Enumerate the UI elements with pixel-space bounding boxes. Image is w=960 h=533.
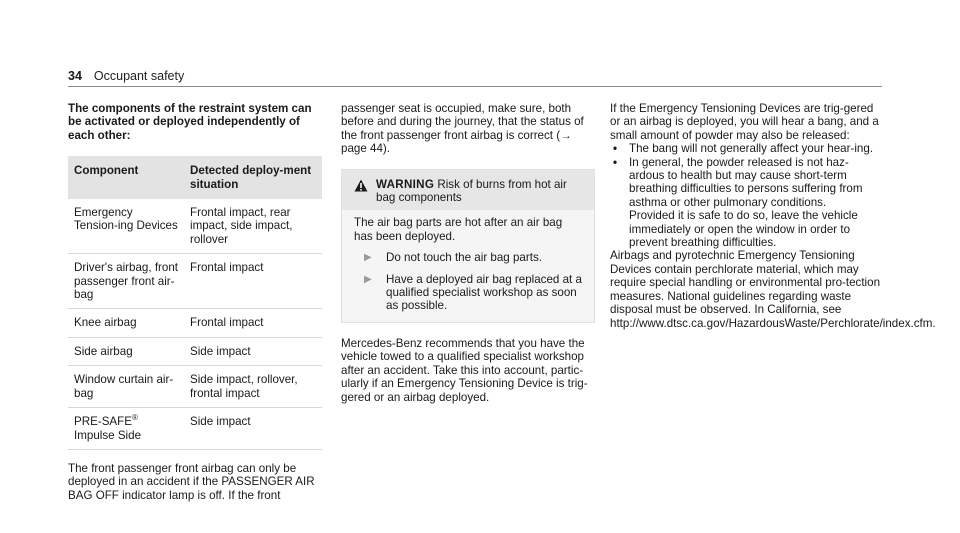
- provided-paragraph: Provided it is safe to do so, leave the vehicle immediately or open the window in order to prevent breathing difficulties.: [629, 209, 858, 250]
- table-cell-situation: Side impact: [184, 408, 322, 450]
- table-header-row: [68, 156, 322, 199]
- warning-step-text: Have a deployed air bag replaced at a qualified specialist workshop as soon as possible.: [386, 272, 582, 313]
- header-divider: [68, 86, 882, 87]
- warning-title-text: Risk of burns from hot air bag components: [376, 177, 567, 205]
- warning-box: [341, 169, 595, 323]
- arrow-right-icon: ▶: [364, 273, 372, 285]
- warning-heading: [376, 178, 586, 205]
- table-row: [68, 309, 322, 337]
- table-cell-situation: Side impact: [184, 337, 322, 365]
- towing-paragraph: Mercedes-Benz recommends that you have the vehicle towed to a qualified specialist workshop after an accident. Take this into account, partic-ularly if an Emergency Tensioning Device is trig-gered or an airbag deployed.: [341, 336, 588, 404]
- table-cell-situation: Side impact, rollover, frontal impact: [184, 366, 322, 408]
- list-item-text: The bang will not generally affect your hear-ing.: [629, 142, 874, 156]
- table-cell-component: Driver's airbag, front passenger front air-bag: [68, 254, 184, 309]
- bang-intro-paragraph: If the Emergency Tensioning Devices are trig-gered or an airbag is deployed, you will hear a bang, and a small amount of powder may also be released:: [610, 102, 879, 142]
- column-1: [68, 102, 322, 502]
- warning-header: [342, 170, 594, 211]
- table-header-situation: Detected deploy-ment situation: [184, 156, 322, 199]
- table-cell-component: Emergency Tension-ing Devices: [68, 199, 184, 254]
- warning-text: The air bag parts are hot after an air bag has been deployed.: [354, 216, 563, 243]
- table-row: [68, 199, 322, 254]
- table-row: [68, 337, 322, 365]
- table-row: [68, 254, 322, 309]
- warning-step: [354, 273, 584, 313]
- column-3: [610, 102, 936, 330]
- warning-body: [342, 210, 594, 321]
- column-2: [341, 102, 595, 404]
- bullet-list: [610, 142, 882, 209]
- table-cell-situation: Frontal impact: [184, 254, 322, 309]
- pre-safe-rest: Impulse Side: [74, 428, 142, 442]
- warning-step-text: Do not touch the air bag parts.: [386, 251, 542, 265]
- section-title: Occupant safety: [93, 69, 185, 83]
- arrow-right-icon: ▶: [364, 252, 372, 264]
- table-cell-component: [68, 408, 184, 450]
- table-row: [68, 366, 322, 408]
- page-number: 34: [68, 69, 82, 83]
- table-cell-situation: Frontal impact, rear impact, side impact, rollover: [184, 199, 322, 254]
- status-paragraph: passenger seat is occupied, make sure, both before and during the journey, that the status of the front passenger front airbag is correct (→ page 44).: [341, 102, 584, 156]
- table-cell-component: Side airbag: [68, 337, 184, 365]
- list-item-text: In general, the powder released is not haz-ardous to health but may cause short-term breathing difficulties to persons suffering from asthma or other pulmonary conditions.: [629, 155, 863, 209]
- registered-mark: ®: [131, 413, 138, 423]
- pre-safe-brand: PRE-SAFE: [74, 415, 132, 429]
- warning-step: [354, 251, 584, 264]
- perchlorate-paragraph: Airbags and pyrotechnic Emergency Tensioning Devices contain perchlorate material, which may require special handling or environmental pro-tection measures. National guidelines regarding waste disposal must be observed. In California, see http://www.dtsc.ca.gov/HazardousWaste/Perchlorate/index.cfm.: [610, 249, 936, 330]
- components-table: [68, 156, 322, 450]
- table-header-component: Component: [68, 156, 184, 199]
- list-item: [610, 142, 882, 155]
- bullet-icon: •: [613, 155, 618, 169]
- table-cell-component: Window curtain air-bag: [68, 366, 184, 408]
- bullet-icon: •: [613, 142, 618, 156]
- restraint-heading: The components of the restraint system can be activated or deployed independently of each other:: [68, 102, 312, 142]
- warning-triangle-icon: [354, 179, 368, 192]
- list-item: [610, 156, 882, 210]
- table-cell-situation: Frontal impact: [184, 309, 322, 337]
- front-airbag-paragraph: The front passenger front airbag can only be deployed in an accident if the PASSENGER AIR BAG OFF indicator lamp is off. If the front: [68, 461, 315, 502]
- table-row: [68, 408, 322, 450]
- table-cell-component: Knee airbag: [68, 309, 184, 337]
- page-header: [68, 70, 184, 83]
- warning-title: WARNING: [376, 177, 435, 191]
